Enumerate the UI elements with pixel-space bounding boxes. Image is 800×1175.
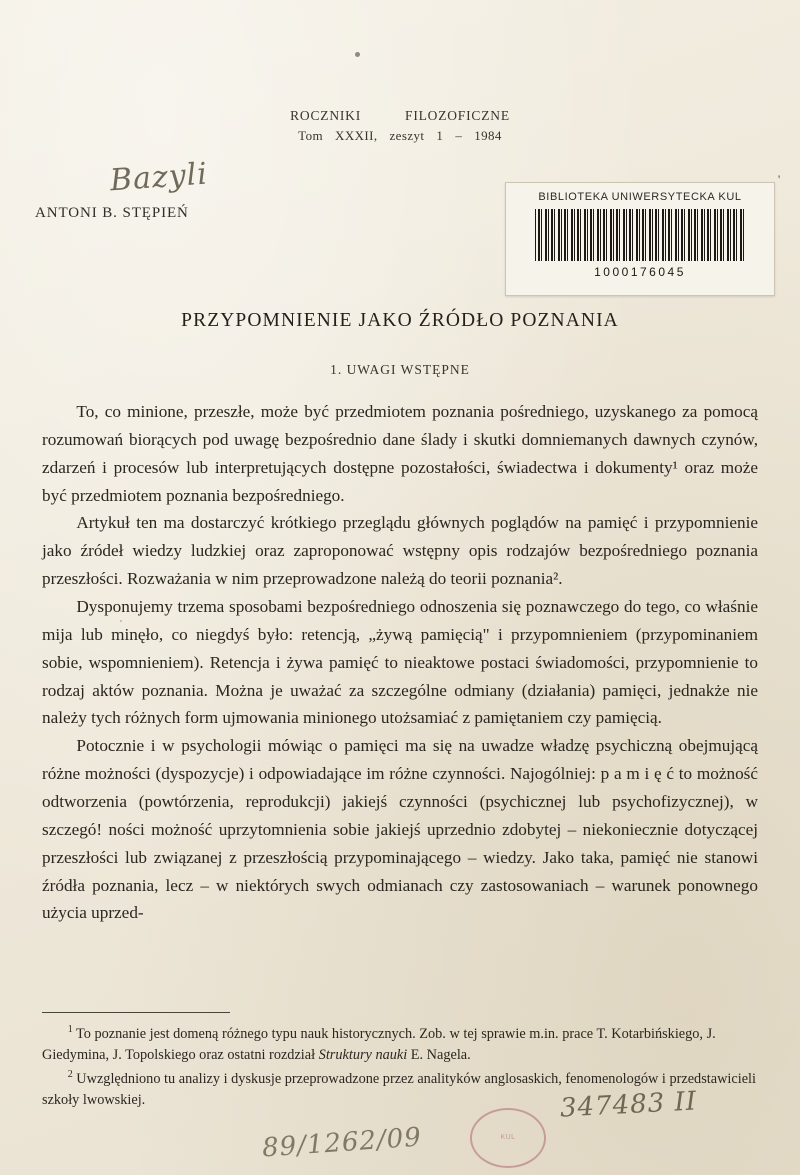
- footnote-separator: [42, 1012, 230, 1013]
- handwritten-accession-mark: 89/1262/09: [261, 1122, 423, 1164]
- page-title: PRZYPOMNIENIE JAKO ŹRÓDŁO POZNANIA: [181, 310, 619, 331]
- footnote-marker: 2: [67, 1068, 73, 1080]
- footnote-text-tail: E. Nagela.: [407, 1047, 471, 1064]
- page-speck: [355, 52, 360, 57]
- volume-label: Tom: [298, 128, 324, 143]
- barcode-number: 1000176045: [594, 265, 686, 279]
- author-name: ANTONI B. STĘPIEŃ: [35, 205, 189, 221]
- footnote-text: To poznanie jest domeną różnego typu nauk historycznych. Zob. w tej sprawie m.in. prace T. Kotarbińskiego, J. Giedymina, J. Topolskiego oraz ostatni rozdział: [42, 1025, 716, 1064]
- paragraph: Dysponujemy trzema sposobami bezpośredniego odnoszenia się poznawczego do tego, co właśnie mija lub minęło, co niegdyś było: retencją, „żywą pamięcią" i przypomnieniem (przypominaniem sobie, wspomnieniem). Retencja i żywa pamięć to nieaktowe postaci świadomości, przypomnienie to rodzaj aktów poznania. Można je uważać za szczególne odmiany (działania) pamięci, jednakże nie należy tych różnych form ujmowania minionego utożsamiać z pamiętaniem czy pamięcią.: [42, 597, 758, 728]
- section-heading: 1. UWAGI WSTĘPNE: [330, 362, 470, 377]
- volume-value: XXXII,: [335, 128, 378, 143]
- round-library-stamp: KUL: [470, 1108, 546, 1168]
- issue-value: 1: [436, 128, 444, 143]
- library-name: BIBLIOTEKA UNIWERSYTECKA KUL: [538, 191, 742, 203]
- journal-name: ROCZNIKI: [290, 108, 362, 123]
- journal-subtitle: FILOZOFICZNE: [405, 108, 510, 123]
- body-text: [42, 398, 758, 927]
- year-value: 1984: [474, 128, 502, 143]
- dash-separator: –: [455, 128, 463, 143]
- handwritten-shelf-mark: 347483 II: [559, 1086, 698, 1124]
- journal-header: [0, 108, 800, 144]
- footnote-text: Uwzględniono tu analizy i dyskusje przeprowadzone przez analityków anglosaskich, fenomenologów i przedstawicieli szkoły lwowskiej.: [42, 1070, 756, 1108]
- barcode-icon: [535, 209, 745, 261]
- paragraph: To, co minione, przeszłe, może być przedmiotem poznania pośredniego, uzyskanego za pomocą rozumowań biorących pod uwagę bezpośrednio dane ślady i skutki domniemanych dawnych czynów, zdarzeń i procesów lub interpretujących dostępne pozostałości, świadectwa i dokumenty¹ oraz może być przedmiotem poznania bezpośredniego.: [42, 402, 758, 505]
- corner-mark: ': [778, 172, 781, 186]
- paragraph: Artykuł ten ma dostarczyć krótkiego przeglądu głównych poglądów na pamięć i przypomnienie jako źródeł wiedzy ludzkiej oraz zaproponować wstępny opis rodzajów bezpośredniego poznania przeszłości. Rozważania w nim przeprowadzone należą do teorii poznania².: [42, 513, 758, 589]
- library-barcode-label: [505, 182, 775, 296]
- paragraph: Potocznie i w psychologii mówiąc o pamięci ma się na uwadze władzę psychiczną obejmującą różne możności (dyspozycje) i odpowiadające im różne czynności. Najogólniej: p a m i ę ć to możność odtworzenia (powtórzenia, reprodukcji) jakiejś czynności (psychicznej lub psychofizycznej), w szczegó! ności możność uprzytomnienia sobie jakiejś uprzednio zdobytej – niekoniecznie dotyczącej przeszłości lub związanej z przeszłością przypominającego – wiedzy. Jako taka, pamięć nie stanowi źródła poznania, lecz – w niektórych swych odmianach czy zastosowaniach – warunek ponownego użycia uprzed-: [42, 736, 758, 923]
- journal-name-line: [0, 108, 800, 124]
- journal-issue-line: [0, 128, 800, 144]
- footnote-marker: 1: [67, 1024, 73, 1035]
- footnote-italic-title: Struktury nauki: [318, 1047, 408, 1064]
- issue-label: zeszyt: [389, 128, 425, 143]
- handwritten-margin-note: Bazyli: [108, 156, 209, 199]
- footnote-item: [42, 1022, 766, 1067]
